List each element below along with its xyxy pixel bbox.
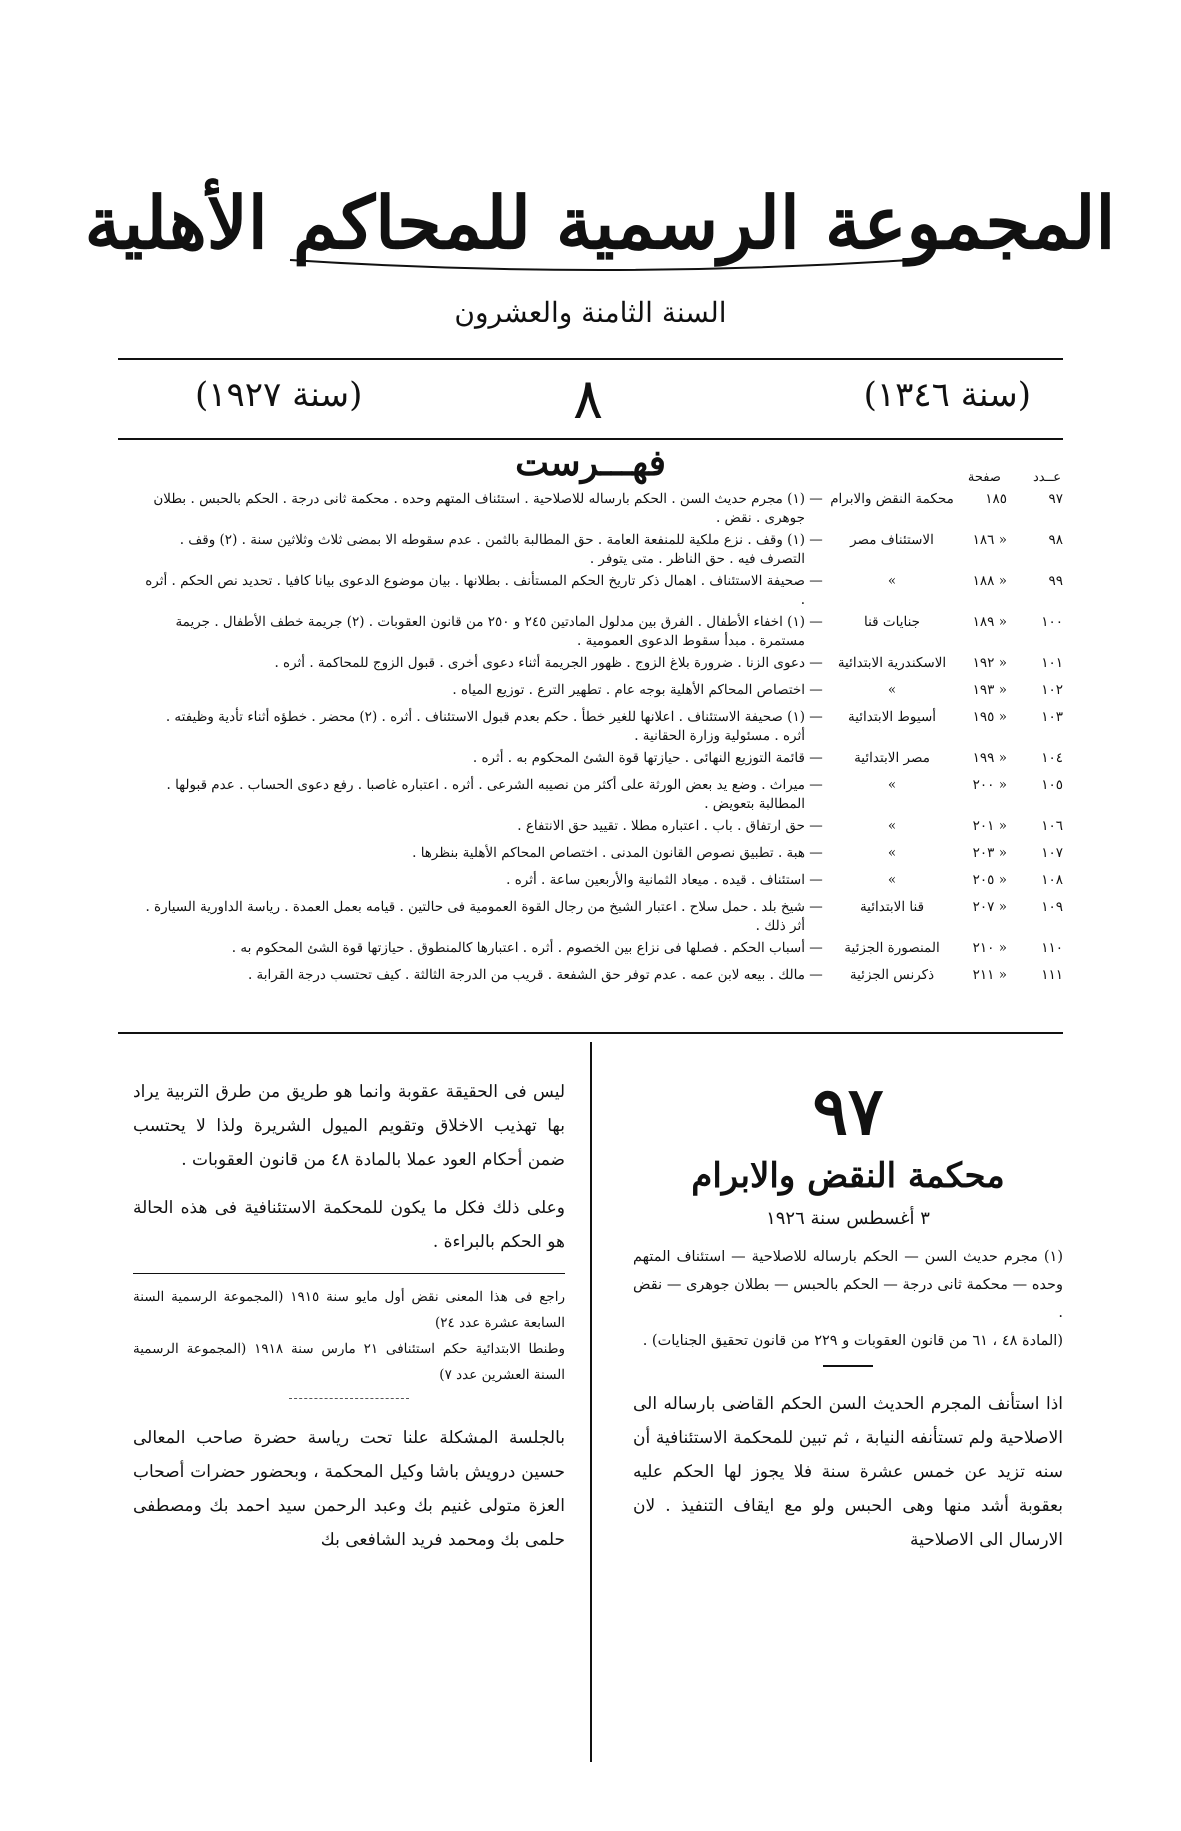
- toc-row-page: « ٢٠٧: [972, 899, 1007, 915]
- toc-row-page: « ٢٠١: [972, 818, 1007, 834]
- toc-row-page: « ١٨٦: [972, 532, 1007, 548]
- toc-row-court: »: [887, 845, 897, 861]
- toc-row-number: ٩٩: [1048, 573, 1063, 589]
- toc-row-page: « ١٩٢: [972, 655, 1007, 671]
- toc-row-topics: (١) اخفاء الأطفال . الفرق بين مدلول المادتين ٢٤٥ و ٢٥٠ من قانون العقوبات . (٢) جريمة خطف الأطفال . جريمة مستمرة . مبدأ سقوط الدعوى العمومية .: [175, 614, 805, 649]
- toc-row-page: « ٢٠٣: [972, 845, 1007, 861]
- toc-row-number: ١٠٠: [1041, 614, 1063, 630]
- toc-row-topics: حق ارتفاق . باب . اعتباره مطلا . تقييد حق الانتفاع .: [517, 818, 805, 834]
- toc-row-court: قنا الابتدائية: [859, 899, 925, 915]
- rule-top: [118, 358, 1063, 360]
- article-body-right: اذا استأنف المجرم الحديث السن الحكم القاضى بارساله الى الاصلاحية ولم تستأنفه النيابة ، ثم تبين للمحكمة الاستئنافية أن سنه تزيد عن خمس عشرة سنة فلا يجوز لها الحكم عليه بعقوبة أشد منها وهى الحبس ولو مع ايقاف التنفيذ . لان الارسال الى الاصلاحية: [633, 1394, 1063, 1550]
- toc-row-topics: ميراث . وضع يد بعض الورثة على أكثر من نصيبه الشرعى . أثره . اعتباره غاصبا . رفع دعوى الحساب . عدم قبولها . المطالبة بتعويض .: [166, 777, 805, 812]
- toc-title: فهـــرست: [515, 442, 666, 484]
- toc-row-court: »: [887, 573, 897, 589]
- toc-header-page: صفحة: [967, 470, 1001, 485]
- toc-row-court: ذكرنس الجزئية: [849, 967, 935, 983]
- toc-row-court: مصر الابتدائية: [854, 750, 930, 766]
- notes-rule: [133, 1273, 565, 1274]
- toc-row-page: « ١٨٩: [972, 614, 1007, 630]
- short-divider: [823, 1365, 873, 1367]
- masthead: [84, 140, 1116, 290]
- toc-row-number: ١٠٩: [1041, 899, 1063, 915]
- article-summary: (١) مجرم حديث السن — الحكم بارساله للاصلاحية — استئناف المتهم وحده — محكمة ثانى درجة — الحكم بالحبس — بطلان جوهرى — نقض .: [633, 1249, 1063, 1321]
- toc-row-number: ١٠٤: [1041, 750, 1063, 766]
- toc-row: ١٠١ « ١٩٢ الاسكندرية الابتدائية — دعوى الزنا . ضرورة بلاغ الزوج . ظهور الجريمة أثناء دعوى أخرى . قبول الزوج للمحاكمة . أثره .: [140, 654, 1063, 678]
- toc-row-number: ٩٨: [1048, 532, 1063, 548]
- toc-row-topics: استئناف . قيده . ميعاد الثمانية والأربعين ساعة . أثره .: [506, 872, 805, 888]
- toc-row-topics: مالك . بيعه لابن عمه . عدم توفر حق الشفعة . قريب من الدرجة الثالثة . كيف تحتسب درجة القرابة .: [247, 967, 805, 983]
- toc-row-topics: شيخ بلد . حمل سلاح . اعتبار الشيخ من رجال القوة العمومية فى حالتين . قيامه بعمل العمدة . رياسة الداورية السيارة . أثر ذلك .: [145, 899, 805, 934]
- toc-row: ٩٨ « ١٨٦ الاستئناف مصر — (١) وقف . نزع ملكية للمنفعة العامة . حق المطالبة بالثمن . عدم سقوطه الا بمضى ثلاث وثلاثين سنة . (٢) وقف . التصرف فيه . حق الناظر . متى يتوفر .: [140, 531, 1063, 569]
- toc-row-court: »: [887, 777, 897, 793]
- toc-row-court: »: [887, 682, 897, 698]
- toc-row: ١٠٣ « ١٩٥ أسيوط الابتدائية — (١) صحيفة الاستئناف . اعلانها للغير خطأ . حكم بعدم قبول الاستئناف . أثره . (٢) محضر . خطؤه أثناء تأدية وظيفته . أثره . مسئولية وزارة الحقانية .: [140, 708, 1063, 746]
- toc-row-page: « ١٩٩: [972, 750, 1007, 766]
- toc-row: ١٠٧ « ٢٠٣ » — هبة . تطبيق نصوص القانون المدنى . اختصاص المحاكم الأهلية بنظرها .: [140, 844, 1063, 868]
- article-column-left: [133, 1075, 565, 1571]
- toc-row: ١٠٥ « ٢٠٠ » — ميراث . وضع يد بعض الورثة على أكثر من نصيبه الشرعى . أثره . اعتباره غاصبا . رفع دعوى الحساب . عدم قبولها . المطالبة بتعويض .: [140, 776, 1063, 814]
- toc-row-topics: اختصاص المحاكم الأهلية بوجه عام . تطهير الترع . توزيع المياه .: [452, 682, 805, 698]
- article-body-left-2: وعلى ذلك فكل ما يكون للمحكمة الاستئنافية فى هذه الحالة هو الحكم بالبراءة .: [133, 1198, 565, 1252]
- toc-row: ١٠٩ « ٢٠٧ قنا الابتدائية — شيخ بلد . حمل سلاح . اعتبار الشيخ من رجال القوة العمومية فى حالتين . قيامه بعمل العمدة . رياسة الداورية السيارة . أثر ذلك .: [140, 898, 1063, 936]
- toc-row-page: « ٢١٠: [972, 940, 1007, 956]
- rule-mid: [118, 438, 1063, 440]
- dotted-separator: [289, 1398, 409, 1399]
- footnote-1: راجع فى هذا المعنى نقض أول مايو سنة ١٩١٥ (المجموعة الرسمية السنة السابعة عشرة عدد ٢٤): [133, 1289, 566, 1331]
- masthead-title: المجموعة الرسمية للمحاكم الأهلية: [84, 180, 1116, 265]
- toc-row-number: ١٠٦: [1041, 818, 1063, 834]
- toc-row: ١١٠ « ٢١٠ المنصورة الجزئية — أسباب الحكم . فصلها فى نزاع بين الخصوم . أثره . اعتبارها كالمنطوق . حيازتها قوة الشئ المحكوم به .: [140, 939, 1063, 963]
- toc-row-page: « ٢١١: [972, 967, 1007, 983]
- gregorian-year: (سنة ١٩٢٧): [195, 375, 363, 415]
- toc-row: ١١١ « ٢١١ ذكرنس الجزئية — مالك . بيعه لابن عمه . عدم توفر حق الشفعة . قريب من الدرجة الثالثة . كيف تحتسب درجة القرابة .: [140, 966, 1063, 990]
- article-body-left-3: بالجلسة المشكلة علنا تحت رياسة حضرة صاحب المعالى حسين درويش باشا وكيل المحكمة ، وبحضور حضرات أصحاب العزة متولى غنيم بك وعبد الرحمن سيد احمد بك ومصطفى حلمى بك ومحمد فريد الشافعى بك: [133, 1428, 565, 1550]
- toc-row-page: « ١٨٨: [972, 573, 1007, 589]
- toc-header: [940, 470, 1061, 485]
- toc-row-topics: دعوى الزنا . ضرورة بلاغ الزوج . ظهور الجريمة أثناء دعوى أخرى . قبول الزوج للمحاكمة . أثره .: [274, 655, 805, 671]
- toc-row: ١٠٠ « ١٨٩ جنايات قنا — (١) اخفاء الأطفال . الفرق بين مدلول المادتين ٢٤٥ و ٢٥٠ من قانون العقوبات . (٢) جريمة خطف الأطفال . جريمة مستمرة . مبدأ سقوط الدعوى العمومية .: [140, 613, 1063, 651]
- footnote-2: وطنطا الابتدائية حكم استئنافى ٢١ مارس سنة ١٩١٨ (المجموعة الرسمية السنة العشرين عدد ٧): [133, 1341, 566, 1383]
- toc-row-topics: (١) مجرم حديث السن . الحكم بارساله للاصلاحية . استئناف المتهم وحده . محكمة ثانى درجة . الحكم بالحبس . بطلان جوهرى . نقض .: [153, 491, 805, 526]
- toc-row-court: محكمة النقض والابرام: [830, 491, 954, 507]
- toc-row-topics: أسباب الحكم . فصلها فى نزاع بين الخصوم . أثره . اعتبارها كالمنطوق . حيازتها قوة الشئ المحكوم به .: [231, 940, 805, 956]
- toc-row-number: ١٠٢: [1041, 682, 1063, 698]
- toc-row: ٩٩ « ١٨٨ » — صحيفة الاستئناف . اهمال ذكر تاريخ الحكم المستأنف . بطلانها . بيان موضوع الدعوى بيانا كافيا . تحديد نص الحكم . أثره .: [140, 572, 1063, 610]
- column-divider: [590, 1042, 592, 1762]
- hijri-year: (سنة ١٣٤٦): [863, 375, 1031, 415]
- issue-bar: [133, 365, 1043, 435]
- article-number: ٩٧: [812, 1072, 884, 1150]
- article-references: (المادة ٤٨ ، ٦١ من قانون العقوبات و ٢٢٩ من قانون تحقيق الجنايات) .: [642, 1333, 1063, 1349]
- toc-row: ١٠٦ « ٢٠١ » — حق ارتفاق . باب . اعتباره مطلا . تقييد حق الانتفاع .: [140, 817, 1063, 841]
- toc-row-topics: (١) وقف . نزع ملكية للمنفعة العامة . حق المطالبة بالثمن . عدم سقوطه الا بمضى ثلاث وثلاثين سنة . (٢) وقف . التصرف فيه . حق الناظر . متى يتوفر .: [179, 532, 805, 567]
- toc-row: ١٠٤ « ١٩٩ مصر الابتدائية — قائمة التوزيع النهائى . حيازتها قوة الشئ المحكوم به . أثره .: [140, 749, 1063, 773]
- toc-row-number: ١٠٣: [1041, 709, 1063, 725]
- toc-row-court: الاستئناف مصر: [850, 532, 934, 548]
- toc-header-number: عــدد: [1033, 470, 1061, 485]
- toc-row-court: المنصورة الجزئية: [844, 940, 940, 956]
- article-court: محكمة النقض والابرام: [691, 1156, 1005, 1196]
- article-body-left-1: ليس فى الحقيقة عقوبة وانما هو طريق من طرق التربية يراد بها تهذيب الاخلاق وتقويم الميول الشريرة ولذا لا يحتسب ضمن أحكام العود عملا بالمادة ٤٨ من قانون العقوبات .: [133, 1082, 565, 1170]
- toc-row-page: « ١٩٥: [972, 709, 1007, 725]
- toc-row-topics: (١) صحيفة الاستئناف . اعلانها للغير خطأ . حكم بعدم قبول الاستئناف . أثره . (٢) محضر . خطؤه أثناء تأدية وظيفته . أثره . مسئولية وزارة الحقانية .: [165, 709, 805, 744]
- toc-row: ١٠٨ « ٢٠٥ » — استئناف . قيده . ميعاد الثمانية والأربعين ساعة . أثره .: [140, 871, 1063, 895]
- toc-row-page: « ٢٠٠: [972, 777, 1007, 793]
- toc-row-number: ١٠٥: [1041, 777, 1063, 793]
- toc-row-topics: هبة . تطبيق نصوص القانون المدنى . اختصاص المحاكم الأهلية بنظرها .: [412, 845, 805, 861]
- toc-row-page: « ٢٠٥: [972, 872, 1007, 888]
- toc-row: ٩٧ ١٨٥ محكمة النقض والابرام — (١) مجرم حديث السن . الحكم بارساله للاصلاحية . استئناف المتهم وحده . محكمة ثانى درجة . الحكم بالحبس . بطلان جوهرى . نقض .: [140, 490, 1063, 528]
- toc-row-court: »: [887, 872, 897, 888]
- masthead-calligraphy: [84, 140, 1116, 290]
- masthead-subtitle: السنة الثامنة والعشرون: [454, 296, 727, 329]
- toc-row-page: « ١٩٣: [972, 682, 1007, 698]
- toc-row-court: الاسكندرية الابتدائية: [837, 655, 947, 671]
- toc-row-number: ١٠١: [1041, 655, 1063, 671]
- toc-row-page: ١٨٥: [985, 491, 1007, 507]
- toc-row-number: ١١٠: [1041, 940, 1063, 956]
- toc-row: ١٠٢ « ١٩٣ » — اختصاص المحاكم الأهلية بوجه عام . تطهير الترع . توزيع المياه .: [140, 681, 1063, 705]
- toc-row-topics: صحيفة الاستئناف . اهمال ذكر تاريخ الحكم المستأنف . بطلانها . بيان موضوع الدعوى بيانا كافيا . تحديد نص الحكم . أثره .: [145, 573, 805, 608]
- toc-list: [140, 490, 1063, 993]
- toc-row-court: أسيوط الابتدائية: [847, 709, 937, 725]
- article-column-right: [633, 1072, 1063, 1571]
- article-date: ٣ أغسطس سنة ١٩٢٦: [766, 1208, 930, 1229]
- toc-row-number: ١٠٨: [1041, 872, 1063, 888]
- toc-row-number: ١١١: [1041, 967, 1063, 983]
- toc-row-number: ٩٧: [1048, 491, 1063, 507]
- toc-row-court: جنايات قنا: [863, 614, 921, 630]
- toc-row-court: »: [887, 818, 897, 834]
- issue-number: ٨: [572, 367, 604, 432]
- toc-row-topics: قائمة التوزيع النهائى . حيازتها قوة الشئ المحكوم به . أثره .: [472, 750, 805, 766]
- toc-row-number: ١٠٧: [1041, 845, 1063, 861]
- rule-bottom: [118, 1032, 1063, 1034]
